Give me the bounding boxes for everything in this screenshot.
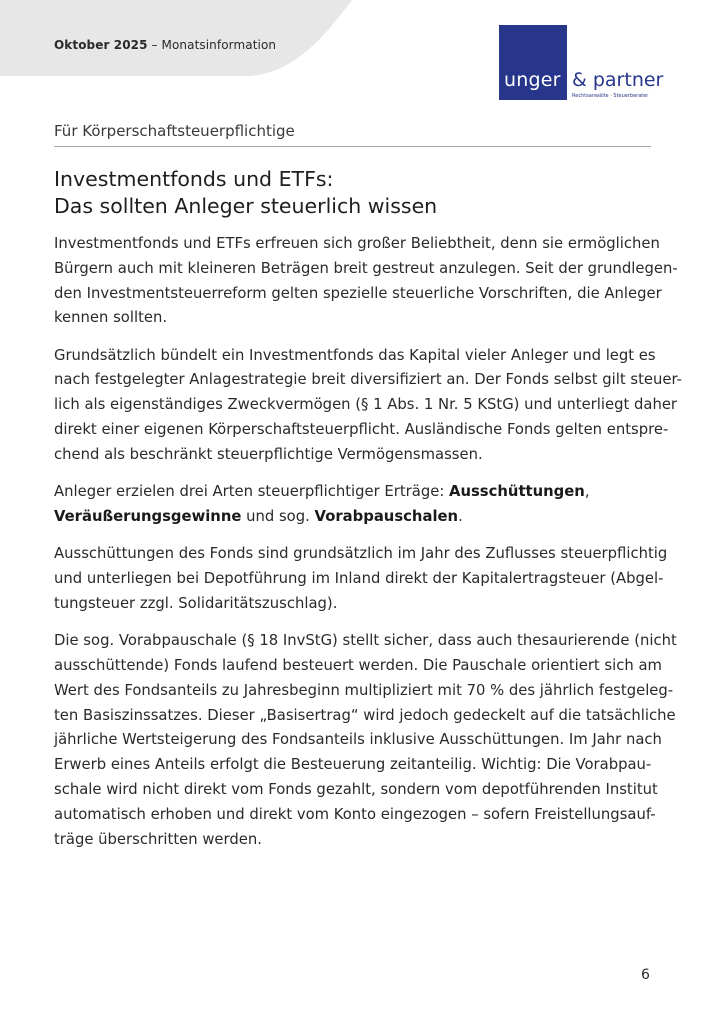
section-label: Für Körperschaftsteuerpflichtige (54, 122, 295, 140)
text-line: Wert des Fondsanteils zu Jahresbeginn multipliziert mit 70 % des jährlich festgeleg- (54, 681, 674, 699)
article-headline (54, 166, 437, 220)
text-line: ausschüttende) Fonds laufend besteuert werden. Die Pauschale orientiert sich am (54, 656, 662, 674)
paragraph-income-types (54, 480, 654, 530)
income-intro: Anleger erzielen drei Arten steuerpflichtiger Erträge: (54, 483, 450, 501)
text-line: schale wird nicht direkt vom Fonds gezahlt, sondern vom depotführenden Institut (54, 780, 658, 798)
text-line: kennen sollten. (54, 309, 168, 327)
text-line: Erwerb eines Anteils erfolgt die Besteuerung zeitanteilig. Wichtig: Die Vorabpau- (54, 756, 652, 774)
page-number: 6 (641, 967, 650, 983)
logo-text-partner: & partner (572, 69, 664, 91)
term-vorabpauschalen: Vorabpauschalen (314, 507, 459, 525)
text-line: nach festgelegter Anlagestrategie breit diversifiziert an. Der Fonds selbst gilt steuer- (54, 371, 682, 389)
paragraph-fund-structure (54, 344, 682, 468)
paragraph-intro (54, 232, 678, 331)
headline-line-2: Das sollten Anleger steuerlich wissen (54, 194, 438, 218)
text-line: träge überschritten werden. (54, 830, 262, 848)
issue-header (54, 38, 276, 52)
text-line: Bürgern auch mit kleineren Beträgen breit gestreut anzulegen. Seit der grundlegen- (54, 259, 678, 277)
term-veraeusserungsgewinne: Veräußerungsgewinne (54, 507, 242, 525)
text-line: und unterliegen bei Depotführung im Inland direkt der Kapitalertragsteuer (Abgel- (54, 570, 664, 588)
text-line: Ausschüttungen des Fonds sind grundsätzlich im Jahr des Zuflusses steuerpflichtig (54, 545, 668, 563)
text-line (54, 480, 654, 505)
text-line: den Investmentsteuerreform gelten spezielle steuerliche Vorschriften, die Anleger (54, 284, 662, 302)
section-divider (54, 146, 651, 147)
income-comma: , (584, 483, 590, 501)
text-line: ten Basiszinssatzes. Dieser „Basisertrag“ wird jedoch gedeckelt auf die tatsächliche (54, 706, 676, 724)
issue-separator: – (147, 38, 162, 52)
issue-date: Oktober 2025 (54, 38, 148, 52)
logo-tagline: Rechtsanwälte · Steuerberater (572, 93, 649, 99)
headline-line-1: Investmentfonds und ETFs: (54, 167, 334, 191)
text-line: Grundsätzlich bündelt ein Investmentfonds das Kapital vieler Anleger und legt es (54, 346, 656, 364)
company-logo (499, 25, 664, 101)
text-line: chend als beschränkt steuerpflichtige Vermögensmassen. (54, 445, 483, 463)
text-line: tungsteuer zzgl. Solidaritätszuschlag). (54, 594, 338, 612)
text-line: automatisch erhoben und direkt vom Konto eingezogen – sofern Freistellungsauf- (54, 805, 656, 823)
issue-subtitle: Monatsinformation (161, 38, 277, 52)
logo-text-unger: unger (504, 69, 561, 91)
term-ausschuettungen: Ausschüttungen (449, 483, 585, 501)
income-end: . (458, 507, 463, 525)
text-line (54, 505, 654, 530)
text-line: lich als eigenständiges Zweckvermögen (§ 1 Abs. 1 Nr. 5 KStG) und unterliegt daher (54, 396, 678, 414)
article-body (54, 232, 682, 865)
text-line: Die sog. Vorabpauschale (§ 18 InvStG) stellt sicher, dass auch thesaurierende (nicht (54, 632, 677, 650)
paragraph-distributions (54, 542, 668, 616)
text-line: direkt einer eigenen Körperschaftsteuerpflicht. Ausländische Fonds gelten entspre- (54, 421, 669, 439)
paragraph-vorabpauschale (54, 629, 677, 852)
text-line: Investmentfonds und ETFs erfreuen sich großer Beliebtheit, denn sie ermöglichen (54, 235, 660, 252)
text-line: jährliche Wertsteigerung des Fondsanteils inklusive Ausschüttungen. Im Jahr nach (54, 731, 662, 749)
income-mid: und sog. (241, 507, 315, 525)
